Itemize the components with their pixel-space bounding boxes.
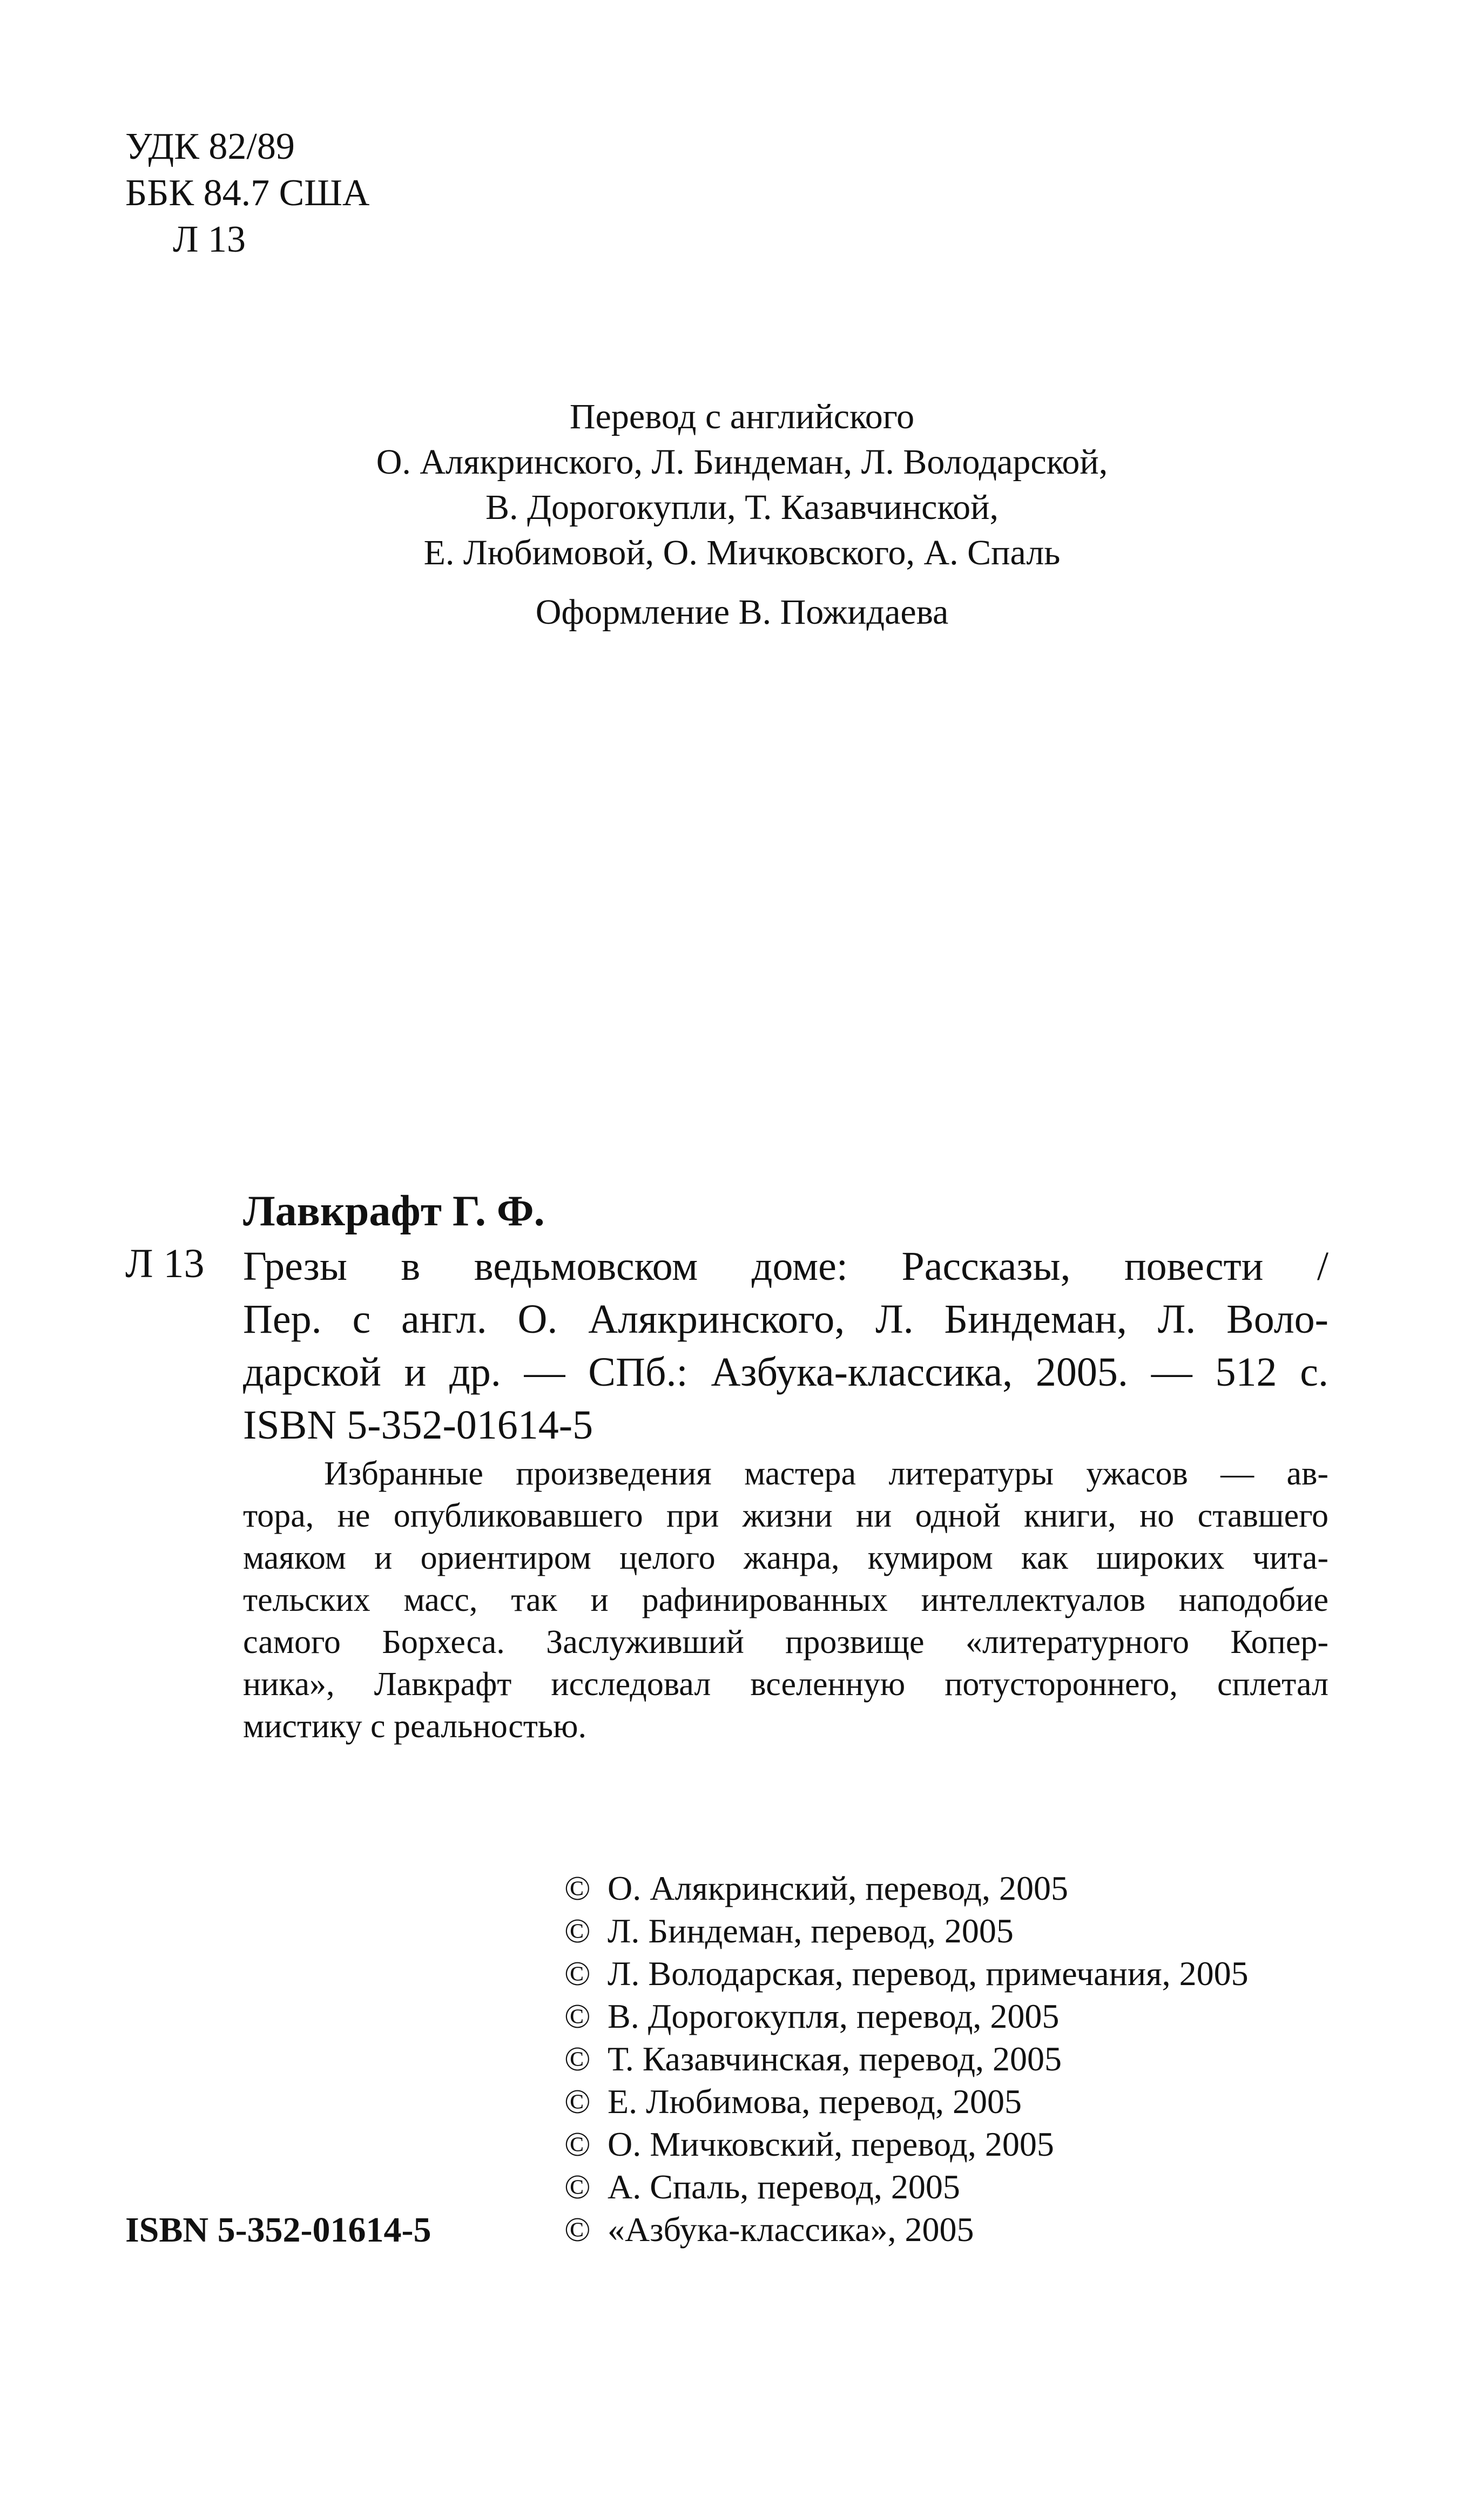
copyright-item: © «Азбука-классика», 2005	[564, 2209, 974, 2251]
translators-line-3: Е. Любимовой, О. Мичковского, А. Спаль	[423, 533, 1061, 572]
copyright-item: © Т. Казавчинская, перевод, 2005	[564, 2038, 1062, 2080]
copyright-item: © А. Спаль, перевод, 2005	[564, 2166, 960, 2208]
copyright-icon: ©	[564, 1997, 591, 2035]
bib-line-2: Пер. с англ. О. Алякринского, Л. Биндеман, Л. Воло-	[243, 1297, 1328, 1342]
entry-isbn: ISBN 5-352-01614-5	[243, 1402, 593, 1448]
translators-line-2: В. Дорогокупли, Т. Казавчинской,	[485, 488, 999, 527]
entry-code: Л 13	[125, 1241, 205, 1286]
annotation-line: тельских масс, так и рафинированных интеллектуалов наподобие	[243, 1582, 1328, 1618]
annotation	[243, 1453, 1328, 1747]
bib-line-1: Грезы в ведьмовском доме: Рассказы, повести /	[243, 1244, 1328, 1289]
translation-heading: Перевод с английского	[569, 397, 915, 436]
copyright-item: © О. Алякринский, перевод, 2005	[564, 1867, 1068, 1909]
copyright-icon: ©	[564, 1912, 591, 1950]
copyright-item: © Л. Володарская, перевод, примечания, 2005	[564, 1953, 1249, 1995]
copyright-icon: ©	[564, 2210, 591, 2249]
copyright-icon: ©	[564, 2125, 591, 2163]
author-mark-code: Л 13	[173, 219, 246, 260]
annotation-line: Избранные произведения мастера литературы ужасов — ав-	[324, 1455, 1328, 1492]
entry-author: Лавкрафт Г. Ф.	[243, 1187, 545, 1235]
copyright-item: © Л. Биндеман, перевод, 2005	[564, 1910, 1014, 1952]
annotation-line: ника», Лавкрафт исследовал вселенную потустороннего, сплетал	[243, 1666, 1328, 1703]
translators-line-1: О. Алякринского, Л. Биндеман, Л. Володарской,	[376, 442, 1108, 482]
copyright-icon: ©	[564, 2040, 591, 2078]
design-credit: Оформление В. Пожидаева	[535, 592, 949, 632]
copyright-icon: ©	[564, 1869, 591, 1907]
bbk-code: ББК 84.7 США	[125, 172, 370, 214]
copyright-item: © В. Дорогокупля, перевод, 2005	[564, 1995, 1059, 2037]
annotation-line: тора, не опубликовавшего при жизни ни одной книги, но ставшего	[243, 1497, 1328, 1534]
annotation-line: маяком и ориентиром целого жанра, кумиром как широких чита-	[243, 1540, 1328, 1576]
udk-code: УДК 82/89	[125, 126, 295, 167]
copyright-item: © Е. Любимова, перевод, 2005	[564, 2081, 1022, 2123]
copyright-item: © О. Мичковский, перевод, 2005	[564, 2123, 1054, 2165]
copyright-icon: ©	[564, 2168, 591, 2206]
copyright-icon: ©	[564, 2082, 591, 2121]
annotation-line: самого Борхеса. Заслуживший прозвище «литературного Копер-	[243, 1624, 1328, 1661]
bib-line-3: дарской и др. — СПб.: Азбука-классика, 2005. — 512 с.	[243, 1349, 1328, 1395]
copyright-icon: ©	[564, 1954, 591, 1993]
footer-isbn: ISBN 5-352-01614-5	[125, 2210, 431, 2250]
annotation-line: мистику с реальностью.	[243, 1708, 586, 1745]
